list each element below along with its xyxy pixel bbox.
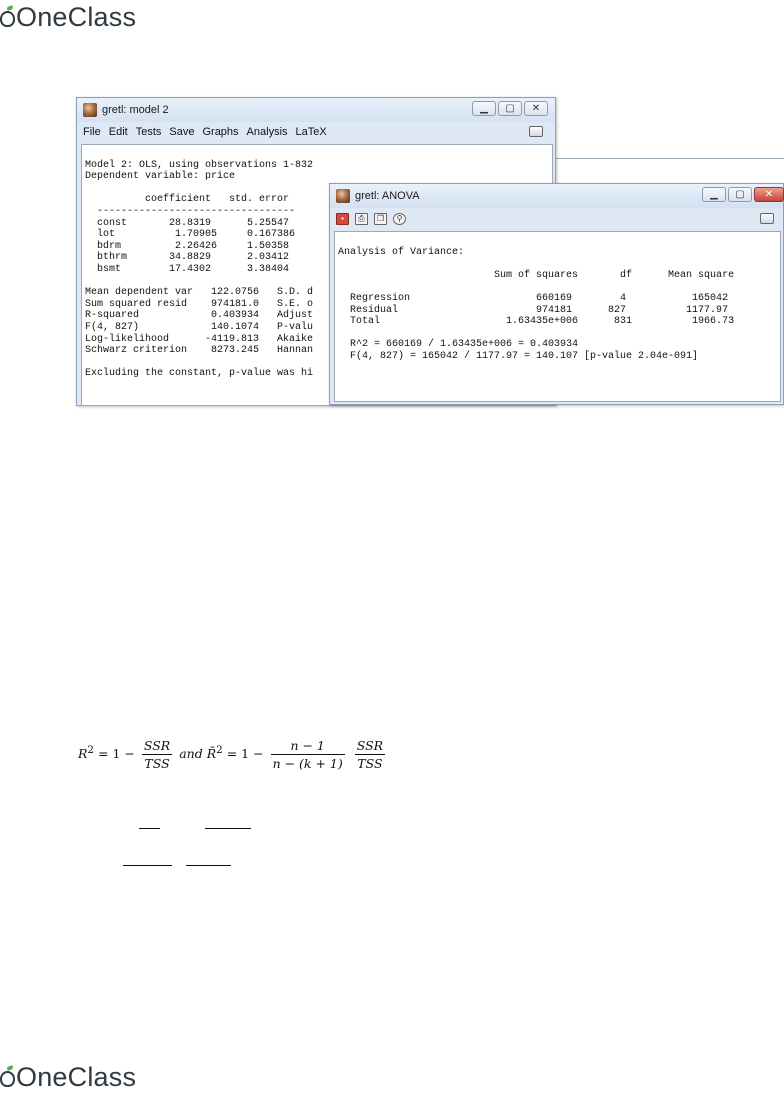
output-line: Sum of squares df Mean square — [338, 269, 735, 281]
equals-one-minus: = 1 − — [98, 746, 135, 761]
output-line: Schwarz criterion 8273.245 Hannan — [85, 345, 314, 357]
output-line: Total 1.63435e+006 831 1966.73 — [338, 316, 735, 328]
model-window-title: gretl: model 2 — [102, 104, 169, 116]
output-line — [338, 328, 780, 340]
output-line: bdrm 2.26426 1.50358 — [85, 240, 290, 252]
menu-file[interactable]: File — [83, 126, 101, 138]
oneclass-logo-bottom — [0, 1062, 136, 1093]
menu-latex[interactable]: LaTeX — [295, 126, 327, 138]
output-line: Model 2: OLS, using observations 1-832 — [85, 159, 314, 171]
restore-pane-icon[interactable] — [760, 213, 774, 224]
output-line: const 28.8319 5.25547 — [85, 217, 290, 229]
fraction-bar — [139, 828, 160, 829]
n-minus-1: n − 1 — [271, 738, 345, 755]
gretl-app-icon — [83, 103, 97, 117]
output-line: Regression 660169 4 165042 — [338, 292, 729, 304]
menu-save[interactable]: Save — [169, 126, 195, 138]
tss-label: TSS — [357, 756, 383, 771]
search-icon[interactable]: ⚲ — [393, 213, 406, 225]
save-icon[interactable]: ▪ — [336, 213, 349, 225]
minimize-button[interactable]: ▁ — [472, 101, 496, 116]
output-line: Dependent variable: price — [85, 171, 236, 183]
and-word: and — [179, 746, 203, 761]
output-line: R-squared 0.403934 Adjust — [85, 310, 314, 322]
r-symbol: R — [78, 746, 88, 761]
output-line: F(4, 827) 140.1074 P-valu — [85, 321, 314, 333]
print-icon[interactable]: ⎙ — [355, 213, 368, 225]
output-line: Residual 974181 827 1177.97 — [338, 304, 729, 316]
close-button[interactable]: ✕ — [754, 187, 784, 202]
output-line: Mean dependent var 122.0756 S.D. d — [85, 287, 314, 299]
tss-label: TSS — [144, 756, 170, 771]
ssr-label: SSR — [143, 738, 171, 753]
ssr-over-tss — [142, 738, 172, 771]
output-line — [338, 258, 780, 270]
superscript: 2 — [216, 743, 223, 756]
oneclass-logo-top — [0, 2, 136, 33]
equals-one-minus: = 1 − — [226, 746, 264, 761]
model-window-controls — [470, 101, 548, 116]
df-ratio — [271, 738, 345, 771]
output-line: coefficient std. error — [85, 194, 290, 206]
apple-icon — [0, 1071, 15, 1087]
output-line — [338, 281, 780, 293]
output-line: R^2 = 660169 / 1.63435e+006 = 0.403934 — [338, 339, 579, 351]
copy-icon[interactable]: ❐ — [374, 213, 387, 225]
menu-analysis[interactable]: Analysis — [246, 126, 288, 138]
anova-toolbar — [330, 208, 783, 230]
model-menubar — [77, 122, 555, 142]
output-line: bthrm 34.8829 2.03412 — [85, 252, 290, 264]
ssr-label: SSR — [356, 738, 384, 753]
maximize-button[interactable]: ▢ — [728, 187, 752, 202]
output-line: Log-likelihood -4119.813 Akaike — [85, 333, 314, 345]
output-line: --------------------------------- — [85, 205, 296, 217]
menu-graphs[interactable]: Graphs — [202, 126, 239, 138]
gretl-app-icon — [336, 189, 350, 203]
maximize-button[interactable]: ▢ — [498, 101, 522, 116]
anova-window-title: gretl: ANOVA — [355, 190, 420, 202]
output-line: Excluding the constant, p-value was hi — [85, 368, 314, 380]
n-minus-k-plus-1: n − (k + 1) — [272, 756, 343, 771]
fraction-bar — [205, 828, 251, 829]
r-bar-symbol: R̄ — [206, 746, 217, 761]
anova-window-controls — [700, 187, 784, 202]
menu-tests[interactable]: Tests — [135, 126, 162, 138]
output-line: Analysis of Variance: — [338, 246, 465, 258]
output-line: bsmt 17.4302 3.38404 — [85, 263, 290, 275]
fraction-bar — [123, 865, 172, 866]
apple-icon — [0, 11, 15, 27]
output-line: F(4, 827) = 165042 / 1177.97 = 140.107 [p-value 2.04e-091] — [338, 350, 699, 362]
menu-edit[interactable]: Edit — [108, 126, 128, 138]
close-button[interactable]: ✕ — [524, 101, 548, 116]
ssr-over-tss — [355, 738, 385, 771]
anova-titlebar[interactable] — [330, 184, 783, 208]
output-line: lot 1.70905 0.167386 — [85, 229, 296, 241]
logo-text: OneClass — [16, 2, 137, 32]
restore-pane-icon[interactable] — [529, 126, 543, 137]
superscript: 2 — [87, 743, 95, 756]
anova-window[interactable] — [329, 183, 784, 405]
anova-output-pane[interactable] — [334, 231, 781, 402]
logo-text: OneClass — [16, 1062, 137, 1092]
r-squared-formula — [78, 738, 388, 771]
output-line: Sum squared resid 974181.0 S.E. o — [85, 298, 314, 310]
minimize-button[interactable]: ▁ — [702, 187, 726, 202]
fraction-bar — [186, 865, 231, 866]
model-titlebar[interactable] — [77, 98, 555, 122]
